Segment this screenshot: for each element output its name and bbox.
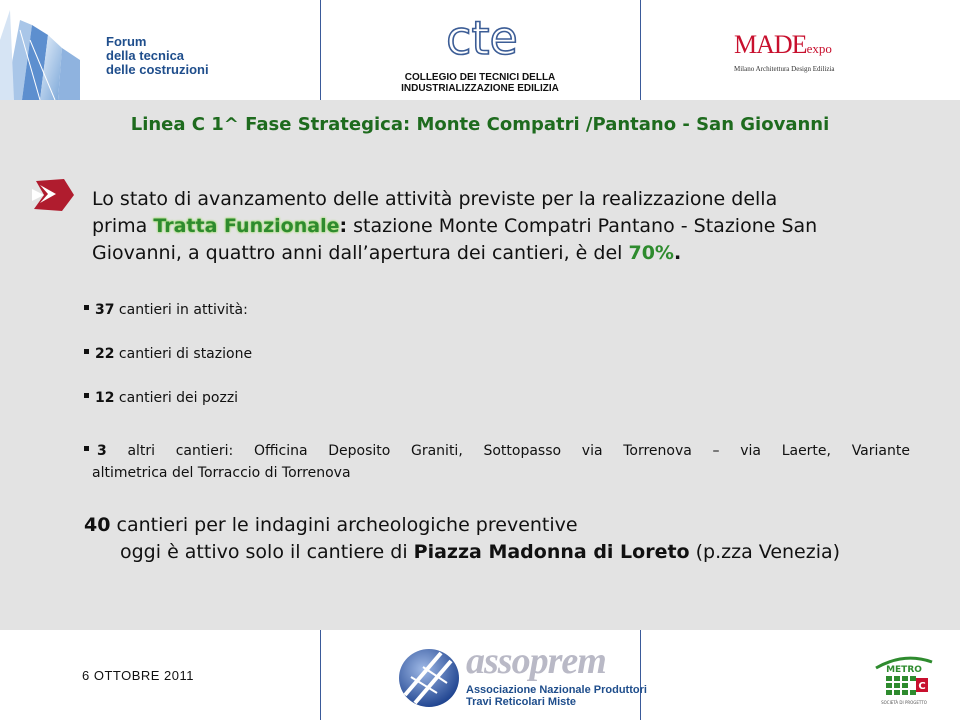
bullet4-word: Variante	[851, 443, 910, 459]
metro-label: METRO	[886, 665, 922, 675]
slide-header	[0, 0, 960, 100]
cte-caption	[380, 72, 580, 94]
archeology-line-1	[84, 512, 840, 539]
bullet4-line-1	[84, 440, 910, 462]
paragraph-text-2b: stazione Monte Compatri Pantano - Stazione San	[347, 215, 818, 237]
forum-line-1: Forum	[106, 34, 147, 49]
paragraph-text-1: Lo stato di avanzamento delle attività previste per la realizzazione della	[92, 188, 778, 210]
bullet4-word: via	[740, 443, 761, 459]
forum-building-icon	[0, 0, 100, 100]
tratta-funzionale-highlight: Tratta Funzionale	[153, 215, 340, 237]
bullet4-word: altri	[127, 443, 156, 459]
bullet-text: cantieri in attività:	[114, 302, 248, 318]
piazza-madonna-loreto: Piazza Madonna di Loreto	[413, 541, 690, 563]
paragraph-colon: :	[339, 215, 348, 237]
assoprem-name: assoprem	[466, 640, 606, 682]
archeology-number: 40	[84, 514, 111, 536]
paragraph-text-2a: prima	[92, 215, 154, 237]
assoprem-caption	[466, 684, 647, 708]
bullet4-word: Graniti,	[411, 443, 463, 459]
square-bullet-icon	[84, 446, 89, 451]
bullet4-word: Laerte,	[781, 443, 831, 459]
bullet-item-altri-cantieri	[84, 440, 910, 484]
slide-date: 6 OTTOBRE 2011	[82, 668, 195, 683]
bullet4-word: Sottopasso	[483, 443, 562, 459]
metro-c-logo-icon	[872, 652, 936, 708]
bullet4-word: Officina	[253, 443, 308, 459]
forum-line-3: delle costruzioni	[106, 62, 209, 77]
paragraph-line-2	[92, 213, 912, 240]
bullet-number: 37	[95, 302, 115, 318]
red-arrow-bullet-icon	[30, 175, 76, 215]
bullet-text: cantieri dei pozzi	[114, 390, 239, 406]
bullet4-word: cantieri:	[175, 443, 234, 459]
bullet4-word: Deposito	[328, 443, 391, 459]
forum-line-2: della tecnica	[106, 48, 185, 63]
square-bullet-icon	[84, 349, 89, 354]
forum-logo-text	[106, 35, 209, 77]
archeology-text-1: cantieri per le indagini archeologiche preventive	[110, 514, 578, 536]
square-bullet-icon	[84, 393, 89, 398]
made-main-text: MADE	[734, 30, 807, 59]
paragraph-line-3	[92, 240, 912, 267]
bullet-text: cantieri di stazione	[114, 346, 253, 362]
intro-paragraph	[92, 186, 912, 267]
bullet4-word: via	[581, 443, 603, 459]
progress-percent: 70%	[628, 242, 674, 264]
cte-logo-icon	[440, 10, 524, 66]
bullet-item	[84, 346, 252, 362]
made-subtitle: Milano Architettura Design Edilizia	[734, 65, 835, 73]
bullet-number: 22	[95, 346, 115, 362]
paragraph-period: .	[673, 242, 682, 264]
made-expo-logo	[734, 32, 835, 73]
assoprem-line-2: Travi Reticolari Miste	[466, 696, 577, 708]
archeology-text-2a: oggi è attivo solo il cantiere di	[120, 541, 414, 563]
footer-divider-left	[320, 630, 321, 720]
made-expo-text: expo	[806, 41, 832, 56]
paragraph-text-3a: Giovanni, a quattro anni dall’apertura dei cantieri, è del	[92, 242, 629, 264]
cte-line-1: COLLEGIO DEI TECNICI DELLA	[404, 72, 556, 83]
assoprem-line-1: Associazione Nazionale Produttori	[466, 684, 647, 696]
archeology-paragraph	[84, 512, 840, 566]
bullet4-line-2: altimetrica del Torraccio di Torrenova	[92, 465, 351, 481]
header-divider-left	[320, 0, 321, 100]
header-divider-right	[640, 0, 641, 100]
square-bullet-icon	[84, 305, 89, 310]
bullet-item	[84, 390, 238, 406]
bullet-item	[84, 302, 248, 318]
metro-sub: SOCIETÀ DI PROGETTO	[881, 700, 927, 705]
bullet-number: 3	[97, 443, 107, 459]
bullet-number: 12	[95, 390, 115, 406]
bullet4-word: Torrenova	[623, 443, 692, 459]
svg-text:C: C	[918, 681, 926, 692]
paragraph-line-1	[92, 186, 912, 213]
slide-title: Linea C 1^ Fase Strategica: Monte Compatri /Pantano - San Giovanni	[130, 114, 830, 135]
archeology-text-2b: (p.zza Venezia)	[689, 541, 841, 563]
cte-line-2: INDUSTRIALIZZAZIONE EDILIZIA	[401, 83, 559, 94]
assoprem-globe-icon	[397, 647, 461, 709]
bullet4-word: –	[712, 443, 720, 459]
archeology-line-2	[84, 539, 840, 566]
cte-logo-text: cte	[446, 11, 518, 65]
